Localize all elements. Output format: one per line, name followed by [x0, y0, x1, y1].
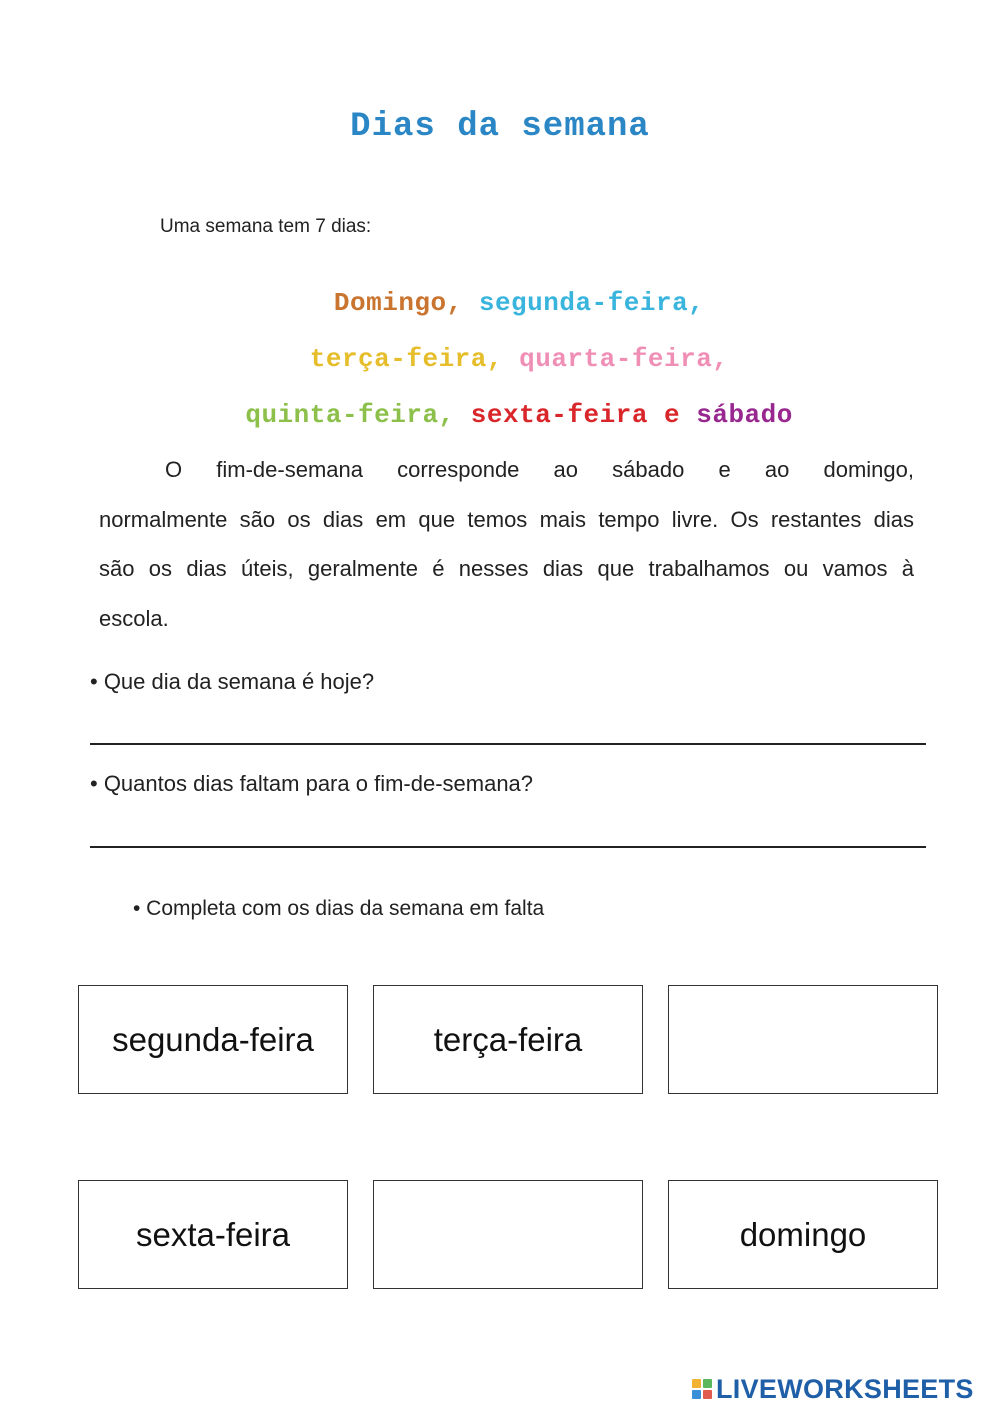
intro-text: Uma semana tem 7 dias: [160, 216, 372, 237]
separator: e [647, 400, 697, 430]
days-line-1 [0, 258, 1000, 318]
answer-line-2[interactable] [90, 846, 926, 848]
day-box-4 [78, 1180, 348, 1289]
separator: , [438, 400, 471, 430]
paragraph-line: O fim-de-semana corresponde ao sábado e ao domingo, [165, 457, 914, 482]
paragraph-line: escola. [99, 605, 169, 631]
answer-line-1[interactable] [90, 743, 926, 745]
day-domingo: Domingo [333, 288, 447, 318]
separator: , [486, 344, 520, 374]
day-box-label: sexta-feira [135, 1215, 291, 1253]
logo-square [692, 1379, 701, 1388]
day-box-3-input[interactable] [668, 985, 938, 1094]
page-title: Dias da semana [350, 108, 650, 146]
day-quinta-feira: quinta-feira [245, 400, 439, 430]
day-box-input[interactable] [669, 985, 937, 1094]
day-box-6 [668, 1180, 938, 1289]
logo-square [703, 1390, 712, 1399]
day-box-label: segunda-feira [112, 1020, 314, 1058]
liveworksheets-logo [692, 1372, 974, 1406]
day-box-5-input[interactable] [373, 1180, 643, 1289]
day-sabado: sábado [696, 400, 793, 430]
day-terca-feira: terça-feira [309, 344, 487, 374]
days-line-2 [0, 314, 1000, 374]
separator: , [688, 288, 705, 318]
separator: , [446, 288, 479, 318]
day-box-1 [78, 985, 348, 1094]
logo-grid-icon [692, 1379, 712, 1399]
instruction-text: • Completa com os dias da semana em falta [133, 897, 545, 920]
day-segunda-feira: segunda-feira [478, 288, 689, 318]
day-box-input[interactable] [374, 1180, 642, 1289]
paragraph-line: são os dias úteis, geralmente é nesses dias que trabalhamos ou vamos à [99, 556, 914, 581]
logo-square [692, 1390, 701, 1399]
weekend-paragraph [99, 445, 914, 643]
question-2: • Quantos dias faltam para o fim-de-semana? [90, 771, 534, 796]
logo-square [703, 1379, 712, 1388]
day-quarta-feira: quarta-feira [519, 344, 713, 374]
logo-text: LIVEWORKSHEETS [716, 1373, 974, 1404]
day-box-label: domingo [739, 1215, 867, 1253]
question-1: • Que dia da semana é hoje? [90, 669, 375, 694]
separator: , [712, 344, 729, 374]
day-sexta-feira: sexta-feira [470, 400, 648, 430]
days-line-3 [0, 370, 1000, 430]
day-box-2 [373, 985, 643, 1094]
day-box-label: terça-feira [433, 1020, 583, 1058]
paragraph-line: normalmente são os dias em que temos mais tempo livre. Os restantes dias [99, 506, 914, 532]
